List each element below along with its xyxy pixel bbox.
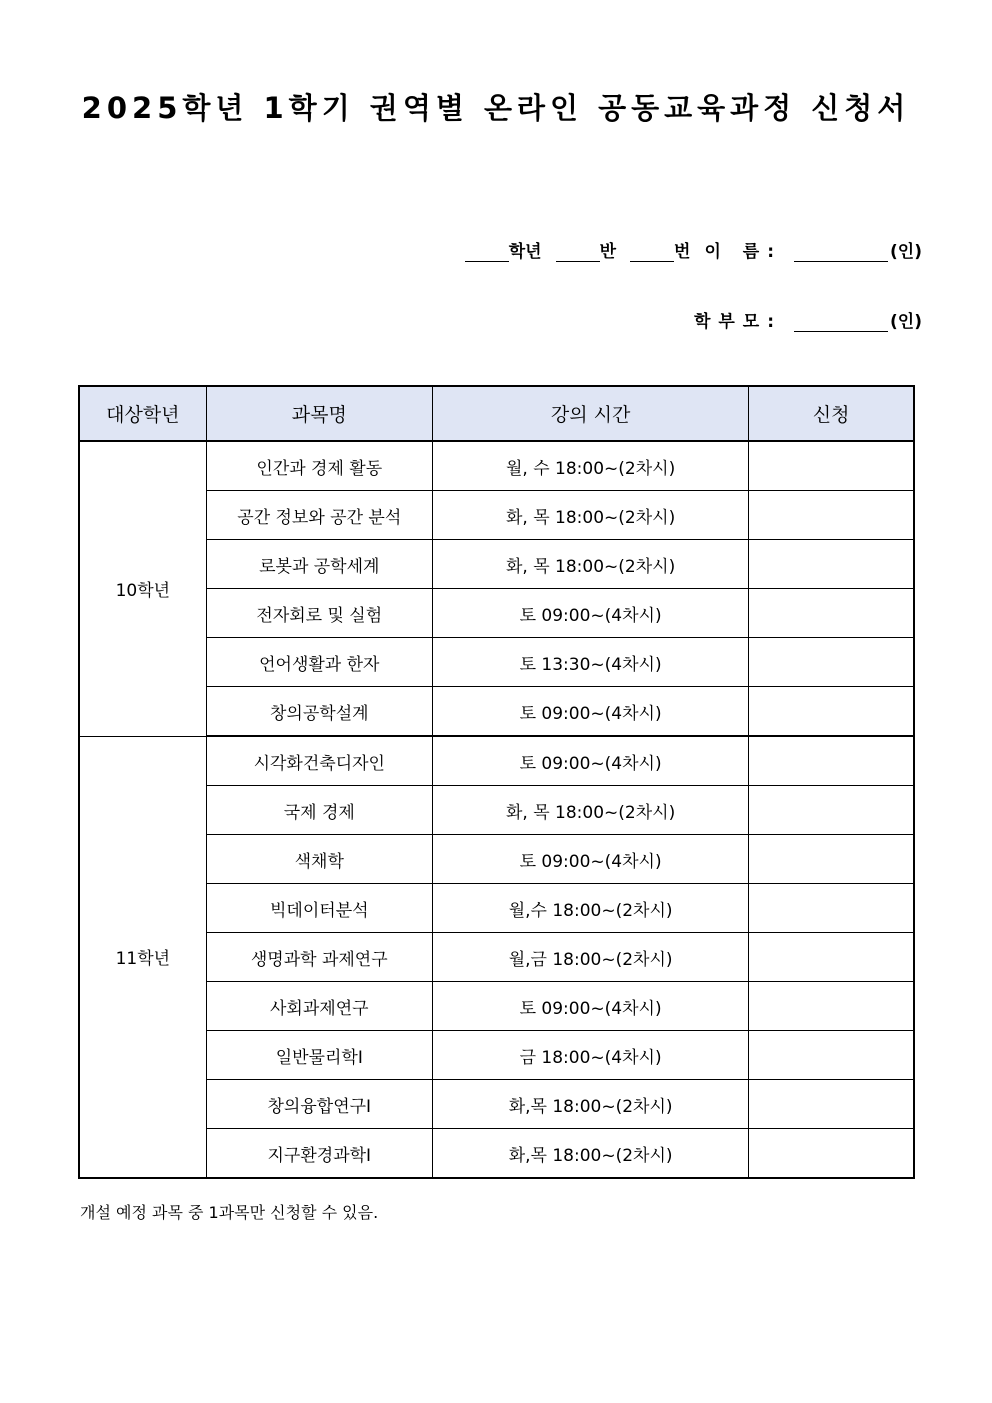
apply-cell[interactable] bbox=[749, 441, 914, 491]
course-application-table bbox=[78, 385, 915, 1179]
header-target-grade: 대상학년 bbox=[79, 386, 206, 441]
subject-cell: 국제 경제 bbox=[206, 786, 432, 835]
number-label: 번 bbox=[674, 242, 691, 262]
number-blank[interactable] bbox=[630, 241, 674, 262]
apply-cell[interactable] bbox=[749, 1031, 914, 1080]
time-cell: 화, 목 18:00~(2차시) bbox=[432, 540, 748, 589]
time-cell: 토 13:30~(4차시) bbox=[432, 638, 748, 687]
parent-name-blank[interactable] bbox=[794, 311, 888, 332]
grade-cell-11: 11학년 bbox=[79, 736, 206, 1178]
parent-info-line bbox=[694, 307, 922, 332]
subject-cell: 로봇과 공학세계 bbox=[206, 540, 432, 589]
document-title: 2025학년 1학기 권역별 온라인 공동교육과정 신청서 bbox=[81, 91, 911, 125]
header-lecture-time: 강의 시간 bbox=[432, 386, 748, 441]
subject-cell: 인간과 경제 활동 bbox=[206, 441, 432, 491]
apply-cell[interactable] bbox=[749, 638, 914, 687]
apply-cell[interactable] bbox=[749, 884, 914, 933]
subject-cell: 전자회로 및 실험 bbox=[206, 589, 432, 638]
class-label: 반 bbox=[599, 242, 617, 262]
apply-cell[interactable] bbox=[749, 687, 914, 737]
subject-cell: 창의융합연구Ⅰ bbox=[206, 1080, 432, 1129]
apply-cell[interactable] bbox=[749, 736, 914, 786]
time-cell: 화, 목 18:00~(2차시) bbox=[432, 786, 748, 835]
grade-cell-10: 10학년 bbox=[79, 441, 206, 736]
time-cell: 토 09:00~(4차시) bbox=[432, 736, 748, 786]
student-info-line bbox=[465, 237, 922, 262]
grade-label: 학년 bbox=[508, 242, 542, 262]
time-cell: 월, 수 18:00~(2차시) bbox=[432, 441, 748, 491]
time-cell: 토 09:00~(4차시) bbox=[432, 835, 748, 884]
header-apply: 신청 bbox=[749, 386, 914, 441]
apply-cell[interactable] bbox=[749, 786, 914, 835]
subject-cell: 사회과제연구 bbox=[206, 982, 432, 1031]
parent-label: 학부모: bbox=[693, 312, 783, 332]
subject-cell: 생명과학 과제연구 bbox=[206, 933, 432, 982]
apply-cell[interactable] bbox=[749, 982, 914, 1031]
application-note: 개설 예정 과목 중 1과목만 신청할 수 있음. bbox=[80, 1203, 379, 1222]
time-cell: 화,목 18:00~(2차시) bbox=[432, 1080, 748, 1129]
subject-cell: 색채학 bbox=[206, 835, 432, 884]
time-cell: 토 09:00~(4차시) bbox=[432, 687, 748, 737]
table-header-row bbox=[79, 386, 914, 441]
parent-seal: (인) bbox=[890, 312, 922, 332]
header-subject: 과목명 bbox=[206, 386, 432, 441]
apply-cell[interactable] bbox=[749, 589, 914, 638]
student-seal: (인) bbox=[890, 242, 922, 262]
name-blank[interactable] bbox=[794, 241, 888, 262]
subject-cell: 창의공학설계 bbox=[206, 687, 432, 737]
apply-cell[interactable] bbox=[749, 1129, 914, 1179]
time-cell: 토 09:00~(4차시) bbox=[432, 589, 748, 638]
subject-cell: 언어생활과 한자 bbox=[206, 638, 432, 687]
name-label: 이 름: bbox=[704, 242, 783, 262]
time-cell: 금 18:00~(4차시) bbox=[432, 1031, 748, 1080]
time-cell: 화,목 18:00~(2차시) bbox=[432, 1129, 748, 1179]
subject-cell: 빅데이터분석 bbox=[206, 884, 432, 933]
apply-cell[interactable] bbox=[749, 540, 914, 589]
table-row bbox=[79, 736, 914, 786]
apply-cell[interactable] bbox=[749, 933, 914, 982]
time-cell: 화, 목 18:00~(2차시) bbox=[432, 491, 748, 540]
subject-cell: 공간 정보와 공간 분석 bbox=[206, 491, 432, 540]
class-blank[interactable] bbox=[556, 241, 600, 262]
time-cell: 월,수 18:00~(2차시) bbox=[432, 884, 748, 933]
time-cell: 월,금 18:00~(2차시) bbox=[432, 933, 748, 982]
subject-cell: 시각화건축디자인 bbox=[206, 736, 432, 786]
grade-blank[interactable] bbox=[465, 241, 509, 262]
table-row bbox=[79, 441, 914, 491]
apply-cell[interactable] bbox=[749, 835, 914, 884]
time-cell: 토 09:00~(4차시) bbox=[432, 982, 748, 1031]
apply-cell[interactable] bbox=[749, 491, 914, 540]
subject-cell: 일반물리학Ⅰ bbox=[206, 1031, 432, 1080]
subject-cell: 지구환경과학Ⅰ bbox=[206, 1129, 432, 1179]
apply-cell[interactable] bbox=[749, 1080, 914, 1129]
